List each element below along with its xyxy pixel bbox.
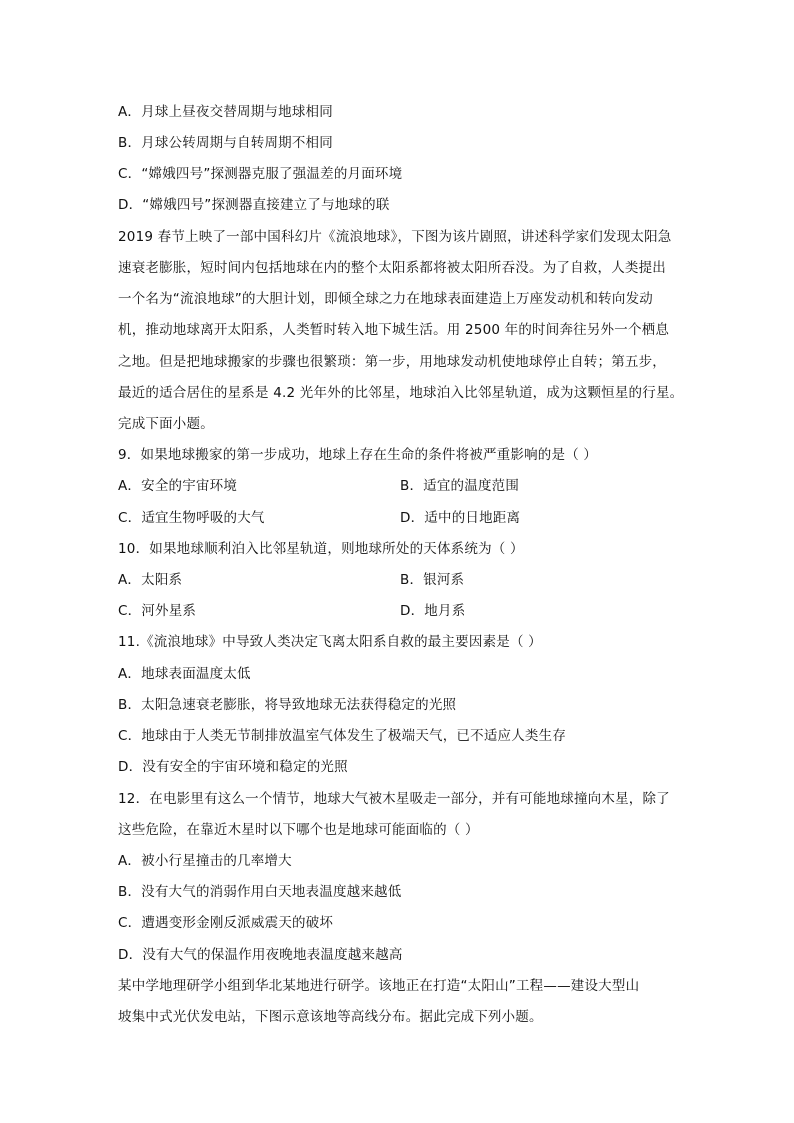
passage1-line: 2019 春节上映了一部中国科幻片《流浪地球》，下图为该片剧照，讲述科学家们发现太阳急 bbox=[118, 229, 672, 245]
q11-option-c: C．地球由于人类无节制排放温室气体发生了极端天气，已不适应人类生存 bbox=[118, 728, 567, 744]
q9-option-d: D．适中的日地距离 bbox=[400, 510, 521, 526]
q12-option-d: D．没有大气的保温作用夜晚地表温度越来越高 bbox=[118, 947, 403, 963]
q12-stem-cont: 这些危险，在靠近木星时以下哪个也是地球可能面临的（ ） bbox=[118, 822, 479, 838]
q10-option-c: C．河外星系 bbox=[118, 603, 197, 619]
q9-option-b: B．适宜的温度范围 bbox=[400, 478, 520, 494]
q10-option-a: A．太阳系 bbox=[118, 572, 183, 588]
q11-option-d: D．没有安全的宇宙环境和稳定的光照 bbox=[118, 759, 348, 775]
q9-option-a: A．安全的宇宙环境 bbox=[118, 478, 238, 494]
passage1-line: 最近的适合居住的星系是 4.2 光年外的比邻星，地球泊入比邻星轨道，成为这颗恒星的行星。 bbox=[118, 385, 684, 401]
passage1-line: 一个名为“流浪地球”的大胆计划，即倾全球之力在地球表面建造上万座发动机和转向发动 bbox=[118, 291, 653, 307]
q9-stem: 9．如果地球搬家的第一步成功，地球上存在生命的条件将被严重影响的是（ ） bbox=[118, 447, 598, 463]
q12-option-c: C．遭遇变形金刚反派威震天的破坏 bbox=[118, 915, 334, 931]
prev-option-d: D．“嫦娥四号”探测器直接建立了与地球的联 bbox=[118, 197, 390, 213]
q12-stem: 12．在电影里有这么一个情节，地球大气被木星吸走一部分，并有可能地球撞向木星，除了 bbox=[118, 791, 670, 807]
q12-option-a: A．被小行星撞击的几率增大 bbox=[118, 853, 292, 869]
prev-option-b: B．月球公转周期与自转周期不相同 bbox=[118, 135, 333, 151]
prev-option-c: C．“嫦娥四号”探测器克服了强温差的月面环境 bbox=[118, 166, 403, 182]
q11-stem: 11.《流浪地球》中导致人类决定飞离太阳系自救的最主要因素是（ ） bbox=[118, 634, 542, 650]
passage1-line: 之地。但是把地球搬家的步骤也很繁琐：第一步，用地球发动机使地球停止自转；第五步， bbox=[118, 354, 666, 370]
q10-option-b: B．银河系 bbox=[400, 572, 465, 588]
prev-option-a: A．月球上昼夜交替周期与地球相同 bbox=[118, 104, 333, 120]
passage1-line: 完成下面小题。 bbox=[118, 416, 214, 432]
q12-option-b: B．没有大气的消弱作用白天地表温度越来越低 bbox=[118, 884, 402, 900]
q10-stem: 10．如果地球顺利泊入比邻星轨道，则地球所处的天体系统为（ ） bbox=[118, 541, 524, 557]
q11-option-a: A．地球表面温度太低 bbox=[118, 666, 251, 682]
passage1-line: 机，推动地球离开太阳系，人类暂时转入地下城生活。用 2500 年的时间奔往另外一个栖息 bbox=[118, 322, 670, 338]
passage2-line: 某中学地理研学小组到华北某地进行研学。该地正在打造“太阳山”工程——建设大型山 bbox=[118, 978, 640, 994]
q11-option-b: B．太阳急速衰老膨胀，将导致地球无法获得稳定的光照 bbox=[118, 697, 457, 713]
passage1-line: 速衰老膨胀，短时间内包括地球在内的整个太阳系都将被太阳所吞没。为了自救，人类提出 bbox=[118, 260, 666, 276]
q10-option-d: D．地月系 bbox=[400, 603, 466, 619]
passage2-line: 坡集中式光伏发电站，下图示意该地等高线分布。据此完成下列小题。 bbox=[118, 1009, 543, 1025]
q9-option-c: C．适宜生物呼吸的大气 bbox=[118, 510, 265, 526]
